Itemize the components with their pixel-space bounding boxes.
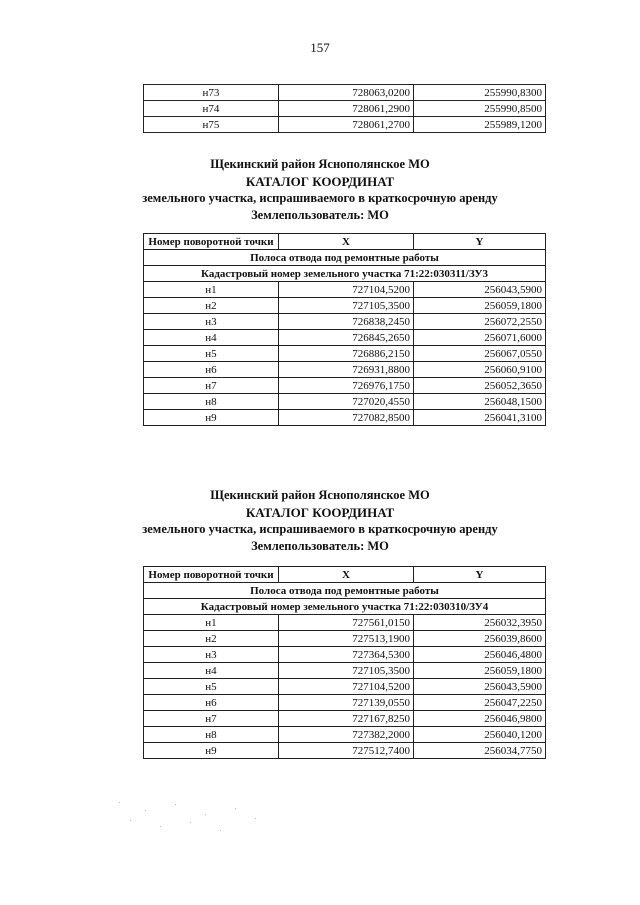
point-id: н7 (144, 711, 279, 727)
coordinates-table-zu3 (143, 233, 546, 426)
x-coordinate: 727364,5300 (279, 647, 414, 663)
region-title: Щекинский район Яснополянское МО (210, 488, 430, 502)
y-coordinate: 256043,5900 (414, 679, 546, 695)
strip-title: Полоса отвода под ремонтные работы (144, 250, 546, 266)
scan-noise (115, 800, 275, 840)
table-row (144, 298, 546, 314)
table-row (144, 85, 546, 101)
table-row (144, 711, 546, 727)
point-id: н4 (144, 330, 279, 346)
table-row (144, 101, 546, 117)
strip-row (144, 583, 546, 599)
point-id: н4 (144, 663, 279, 679)
point-column-header: Номер поворотной точки (144, 567, 279, 583)
strip-title: Полоса отвода под ремонтные работы (144, 583, 546, 599)
parcel-description: земельного участка, испрашиваемого в краткосрочную аренду (142, 522, 498, 536)
x-coordinate: 727167,8250 (279, 711, 414, 727)
table-row (144, 410, 546, 426)
y-coordinate: 256041,3100 (414, 410, 546, 426)
table-row (144, 362, 546, 378)
point-id: н5 (144, 679, 279, 695)
point-id: н74 (144, 101, 279, 117)
x-coordinate: 727382,2000 (279, 727, 414, 743)
point-id: н2 (144, 298, 279, 314)
x-coordinate: 727104,5200 (279, 679, 414, 695)
table-row (144, 679, 546, 695)
y-coordinate: 256047,2250 (414, 695, 546, 711)
point-id: н8 (144, 394, 279, 410)
x-coordinate: 727139,0550 (279, 695, 414, 711)
x-coordinate: 727105,3500 (279, 298, 414, 314)
y-coordinate: 256072,2550 (414, 314, 546, 330)
cadastral-row (144, 266, 546, 282)
table-row (144, 314, 546, 330)
y-coordinate: 256059,1800 (414, 298, 546, 314)
region-title: Щекинский район Яснополянское МО (210, 157, 430, 171)
table-row (144, 647, 546, 663)
point-id: н9 (144, 410, 279, 426)
y-column-header: Y (414, 567, 546, 583)
x-coordinate: 726931,8800 (279, 362, 414, 378)
land-user: Землепользователь: МО (251, 208, 389, 222)
point-id: н8 (144, 727, 279, 743)
header-row (144, 234, 546, 250)
table-row (144, 631, 546, 647)
x-coordinate: 728061,2900 (279, 101, 414, 117)
y-coordinate: 255990,8500 (414, 101, 546, 117)
x-column-header: X (279, 567, 414, 583)
x-coordinate: 727105,3500 (279, 663, 414, 679)
strip-row (144, 250, 546, 266)
y-coordinate: 256043,5900 (414, 282, 546, 298)
point-id: н6 (144, 362, 279, 378)
x-coordinate: 728061,2700 (279, 117, 414, 133)
point-id: н1 (144, 615, 279, 631)
table-row (144, 282, 546, 298)
point-id: н75 (144, 117, 279, 133)
cadastral-number: Кадастровый номер земельного участка 71:22:030311/ЗУ3 (144, 266, 546, 282)
cadastral-row (144, 599, 546, 615)
catalog-title: КАТАЛОГ КООРДИНАТ (245, 505, 395, 520)
y-coordinate: 256060,9100 (414, 362, 546, 378)
point-id: н6 (144, 695, 279, 711)
point-id: н73 (144, 85, 279, 101)
point-id: н3 (144, 314, 279, 330)
table-row (144, 330, 546, 346)
y-coordinate: 255990,8300 (414, 85, 546, 101)
land-user: Землепользователь: МО (251, 539, 389, 553)
x-coordinate: 726838,2450 (279, 314, 414, 330)
x-coordinate: 726845,2650 (279, 330, 414, 346)
y-coordinate: 256052,3650 (414, 378, 546, 394)
y-coordinate: 256040,1200 (414, 727, 546, 743)
y-coordinate: 256039,8600 (414, 631, 546, 647)
x-coordinate: 726886,2150 (279, 346, 414, 362)
x-coordinate: 727561,0150 (279, 615, 414, 631)
y-coordinate: 256067,0550 (414, 346, 546, 362)
table-row (144, 117, 546, 133)
table-row (144, 394, 546, 410)
point-id: н3 (144, 647, 279, 663)
table-row (144, 378, 546, 394)
point-id: н5 (144, 346, 279, 362)
header-row (144, 567, 546, 583)
y-coordinate: 256046,4800 (414, 647, 546, 663)
x-coordinate: 727512,7400 (279, 743, 414, 759)
table-row (144, 663, 546, 679)
table-row (144, 346, 546, 362)
coordinates-table-zu4 (143, 566, 546, 759)
point-id: н9 (144, 743, 279, 759)
y-coordinate: 256048,1500 (414, 394, 546, 410)
top-continuation-table (143, 84, 546, 133)
y-coordinate: 256032,3950 (414, 615, 546, 631)
cadastral-number: Кадастровый номер земельного участка 71:22:030310/ЗУ4 (144, 599, 546, 615)
x-column-header: X (279, 234, 414, 250)
y-coordinate: 256071,6000 (414, 330, 546, 346)
table-row (144, 727, 546, 743)
table-row (144, 695, 546, 711)
page-number: 157 (310, 40, 330, 55)
section-1-title (0, 156, 640, 224)
table-row (144, 743, 546, 759)
section-2-title (0, 487, 640, 555)
point-id: н2 (144, 631, 279, 647)
parcel-description: земельного участка, испрашиваемого в краткосрочную аренду (142, 191, 498, 205)
point-column-header: Номер поворотной точки (144, 234, 279, 250)
y-coordinate: 256059,1800 (414, 663, 546, 679)
x-coordinate: 727020,4550 (279, 394, 414, 410)
x-coordinate: 726976,1750 (279, 378, 414, 394)
table-row (144, 615, 546, 631)
y-coordinate: 255989,1200 (414, 117, 546, 133)
point-id: н1 (144, 282, 279, 298)
point-id: н7 (144, 378, 279, 394)
x-coordinate: 727082,8500 (279, 410, 414, 426)
y-coordinate: 256046,9800 (414, 711, 546, 727)
x-coordinate: 727513,1900 (279, 631, 414, 647)
x-coordinate: 727104,5200 (279, 282, 414, 298)
y-coordinate: 256034,7750 (414, 743, 546, 759)
x-coordinate: 728063,0200 (279, 85, 414, 101)
y-column-header: Y (414, 234, 546, 250)
catalog-title: КАТАЛОГ КООРДИНАТ (245, 174, 395, 189)
